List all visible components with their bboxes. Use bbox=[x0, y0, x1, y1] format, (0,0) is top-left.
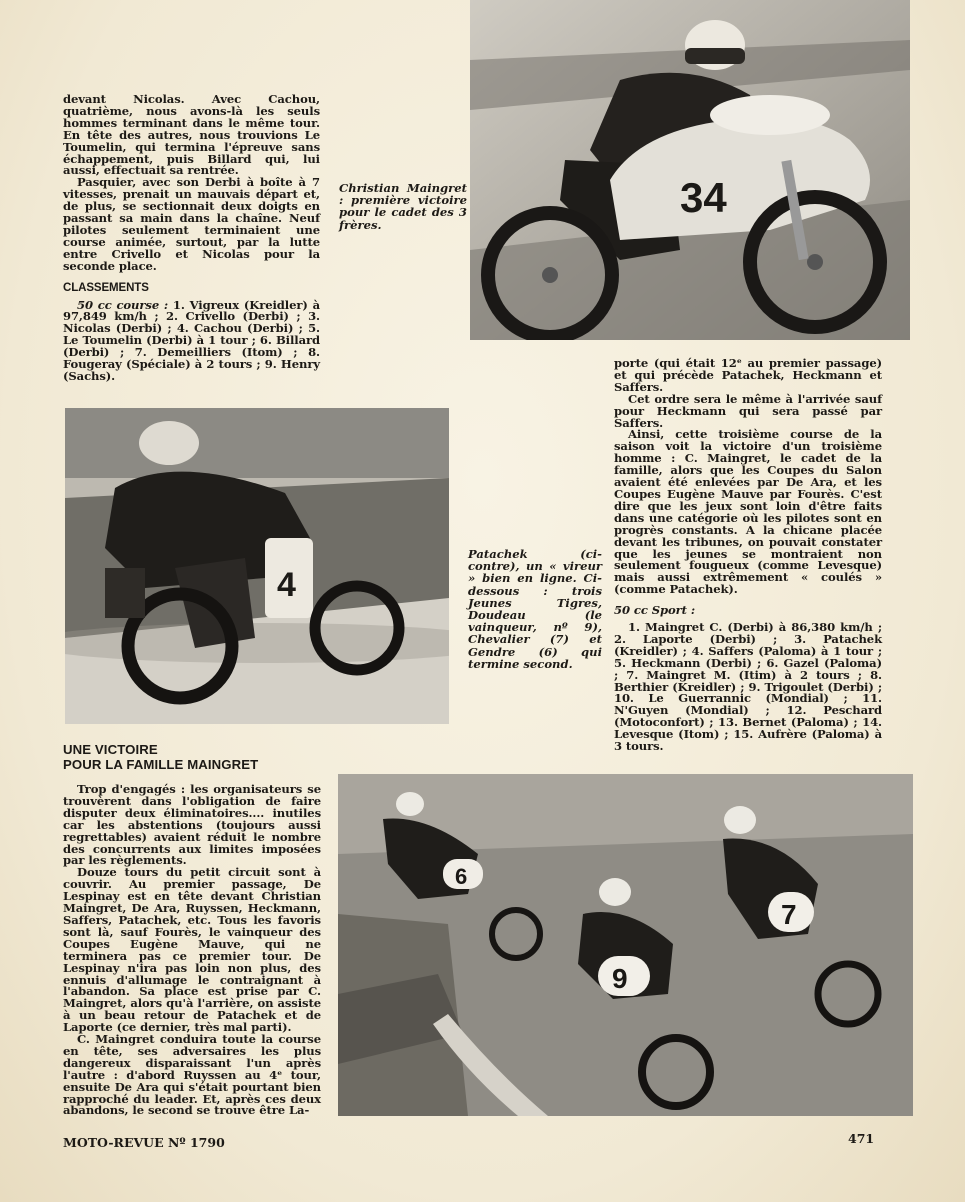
sport-results: 1. Maingret C. (Derbi) à 86,380 km/h ; 2. Laporte (Derbi) ; 3. Patachek (Kreidler) ; 4. Saffers (Paloma) à 1 tour ; 5. Heckmann (Derbi) ; 6. Gazel (Paloma) ; 7. Maingret M. (Itim) à 2 tours ; 8. Berthier (Kreidler) ; 9. Trigoulet (Derbi) ; 10. Le Guerrannic (Mondial) ; 11. N'Guyen (Mondial) ; 12. Peschard (Motoconfort) ; 13. Bernet (Paloma) ; 14. Levesque (Itom) ; 15. Aufrère (Paloma) à 3 tours. bbox=[614, 620, 882, 754]
sport-category: 50 cc Sport : bbox=[614, 603, 696, 618]
classements-results: 1. Vigreux (Kreidler) à 97,849 km/h ; 2. Crivello (Derbi) ; 3. Nicolas (Derbi) ; 4. Cachou (Derbi) ; 5. Le Toumelin (Derbi) à 1 tour ; 6. Billard (Derbi) ; 7. Demeilliers (Itom) ; 8. Fougeray (Spéciale) à 2 tours ; 9. Henry (Sachs). bbox=[63, 297, 320, 383]
classements-title: CLASSEMENTS bbox=[63, 281, 149, 294]
column-2-text bbox=[614, 358, 882, 753]
caption-maingret: Christian Maingret : première victoire pour le cadet des 3 frères. bbox=[339, 181, 467, 232]
col2-paragraph-2: Cet ordre sera le même à l'arrivée sauf pour Heckmann qui sera passé par Saffers. bbox=[614, 391, 882, 430]
footer-page-number: 471 bbox=[848, 1131, 875, 1146]
photo-patachek-image bbox=[65, 408, 449, 724]
photo-number-7: 7 bbox=[781, 899, 797, 930]
victoire-text bbox=[63, 784, 321, 1117]
photo-number-6: 6 bbox=[455, 864, 468, 889]
photo-maingret-34 bbox=[470, 0, 910, 340]
photo-jeunes-tigres-image bbox=[338, 774, 913, 1116]
col2-paragraph-1: porte (qui était 12ᵉ au premier passage) et qui précède Patachek, Heckmann et Saffers. bbox=[614, 356, 882, 394]
victoire-paragraph-3: C. Maingret conduira toute la course en tête, ses adversaires les plus dangereux disparaissant l'un après l'autre : d'abord Ruyssen au 4ᵉ tour, ensuite De Ara qui s'était pourtant bien rapproché du leader. Et, après ces deux abandons, le second se trouve être La- bbox=[63, 1032, 321, 1118]
victoire-paragraph-1: Trop d'engagés : les organisateurs se trouvèrent dans l'obligation de faire disputer deux éliminatoires.... inutiles car les abstentions (toujours aussi regrettables) avaient réduit le nombre des concurrents aux limites imposées par les règlements. bbox=[63, 782, 321, 868]
photo-top-number: 34 bbox=[680, 174, 727, 221]
section-heading bbox=[63, 742, 333, 772]
heading-line-2: POUR LA FAMILLE MAINGRET bbox=[63, 757, 259, 772]
heading-line-1: UNE VICTOIRE bbox=[63, 742, 158, 757]
intro-text bbox=[63, 94, 320, 383]
photo-maingret-image bbox=[470, 0, 910, 340]
intro-paragraph-1: devant Nicolas. Avec Cachou, quatrième, nous avons-là les seuls hommes terminant dans le même tour. En tête des autres, nous trouvions Le Toumelin, qui termina l'épreuve sans échappement, puis Billard qui, lui aussi, effectuait sa rentrée. bbox=[63, 92, 320, 178]
footer-magazine: MOTO-REVUE Nº 1790 bbox=[63, 1135, 225, 1150]
photo-patachek bbox=[65, 408, 449, 724]
intro-paragraph-2: Pasquier, avec son Derbi à boîte à 7 vitesses, prenait un mauvais départ et, de plus, se sectionnait deux doigts en passant sa main dans la chaîne. Neuf pilotes seulement terminaient une course animée, surtout, par la lutte entre Crivello et Nicolas pour la seconde place. bbox=[63, 175, 320, 273]
col2-paragraph-3: Ainsi, cette troisième course de la saison voit la victoire d'un troisième homme : C. Maingret, le cadet de la famille, alors que les Coupes du Salon avaient été enlevées par De Ara, et les Coupes Eugène Mauve par Fourès. C'est dire que les jeux sont loin d'être faits dans une catégorie où les pilotes sont en progrès constants. A la chicane placée devant les tribunes, on pouvait constater que les jeunes se montraient non seulement fougueux (comme Levesque) mais aussi extrêmement « coulés » (comme Patachek). bbox=[614, 427, 882, 597]
victoire-paragraph-2: Douze tours du petit circuit sont à couvrir. Au premier passage, De Lespinay est en tête devant Christian Maingret, De Ara, Ruyssen, Heckmann, Saffers, Patachek, etc. Tous les favoris sont là, sauf Fourès, le vainqueur des Coupes Eugène Mauve, qui ne terminera pas ce premier tour. De Lespinay n'ira pas loin non plus, des ennuis d'allumage le contraignant à l'abandon. Sa place est prise par C. Maingret, alors qu'à l'arrière, on assiste à un beau retour de Patachek et de Laporte (ce dernier, très mal parti). bbox=[63, 865, 321, 1035]
classements-category: 50 cc course : bbox=[77, 297, 169, 312]
photo-number-9: 9 bbox=[612, 963, 628, 994]
photo-middle-number: 4 bbox=[277, 566, 296, 604]
photo-jeunes-tigres bbox=[338, 774, 913, 1116]
classements-text bbox=[63, 297, 320, 383]
caption-patachek: Patachek (ci-contre), un « vireur » bien en ligne. Ci-dessous : trois Jeunes Tigres, Doudeau (le vainqueur, nº 9), Chevalier (7) et Gendre (6) qui termine second. bbox=[468, 547, 602, 671]
